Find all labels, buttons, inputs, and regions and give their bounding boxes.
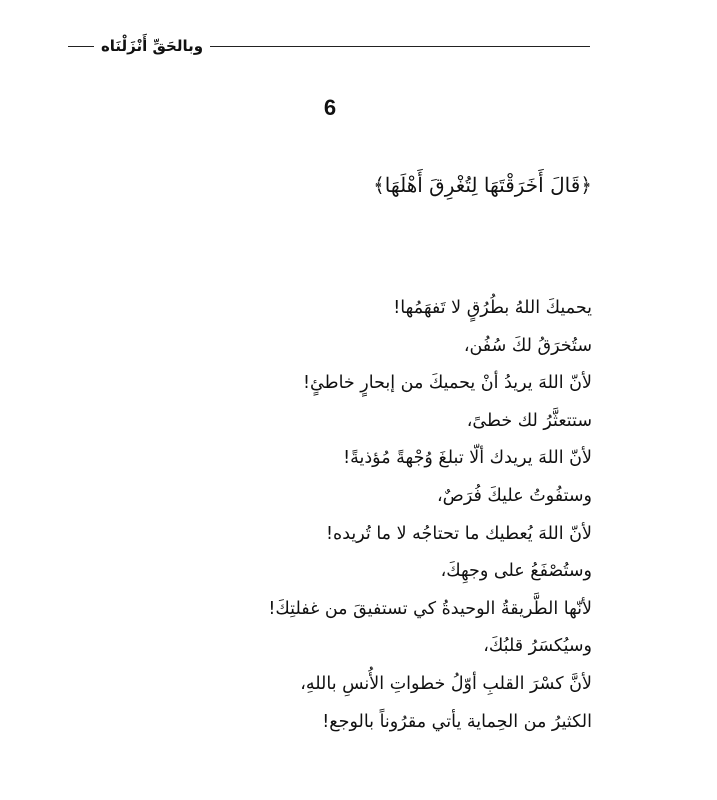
poem-line: ستتعثَّرُ لك خطىً، bbox=[466, 410, 592, 431]
chapter-number: 6 bbox=[323, 95, 337, 120]
poem-line: لأنّ اللهَ يُعطيك ما تحتاجُه لا ما تُريده! bbox=[326, 523, 592, 544]
poem-line: وستفُوتُ عليكَ فُرَصٌ، bbox=[437, 485, 592, 506]
quran-epigraph: ﴿قَالَ أَخَرَقْتَهَا لِتُغْرِقَ أَهْلَهَا﴾ bbox=[373, 173, 592, 197]
poem-line: لأنّ اللهَ يريدك ألّا تبلغَ وُجْهةً مُؤذيةً! bbox=[343, 448, 592, 469]
poem-body bbox=[132, 290, 592, 741]
poem-line: الكثيرُ من الحِماية يأتي مقرُوناً بالوجع! bbox=[322, 711, 592, 732]
poem-line: وسيُكسَرُ قلبُكَ، bbox=[483, 636, 592, 657]
header-rule-left bbox=[68, 46, 94, 47]
running-head-title: وبالحَقِّ أَنْزَلْنَاه bbox=[100, 37, 204, 55]
poem-line: لأنّ اللهَ يريدُ أنْ يحميكَ من إبحارٍ خاطئٍ! bbox=[303, 373, 592, 394]
header-rule-right bbox=[210, 46, 590, 47]
poem-line: وستُصْفَعُ على وجهِكَ، bbox=[440, 561, 592, 582]
poem-line: ستُخرَقُ لكَ سُفُن، bbox=[463, 335, 592, 356]
poem-line: لأنّها الطَّريقةُ الوحيدةُ كي تستفيقَ من غفلتِكَ! bbox=[268, 598, 592, 619]
poem-line: يحميكَ اللهُ بطُرُقٍ لا تَفهَمُها! bbox=[393, 298, 592, 318]
poem-line: لأنَّ كسْرَ القلبِ أوّلُ خطواتِ الأُنسِ باللهِ، bbox=[300, 673, 592, 694]
